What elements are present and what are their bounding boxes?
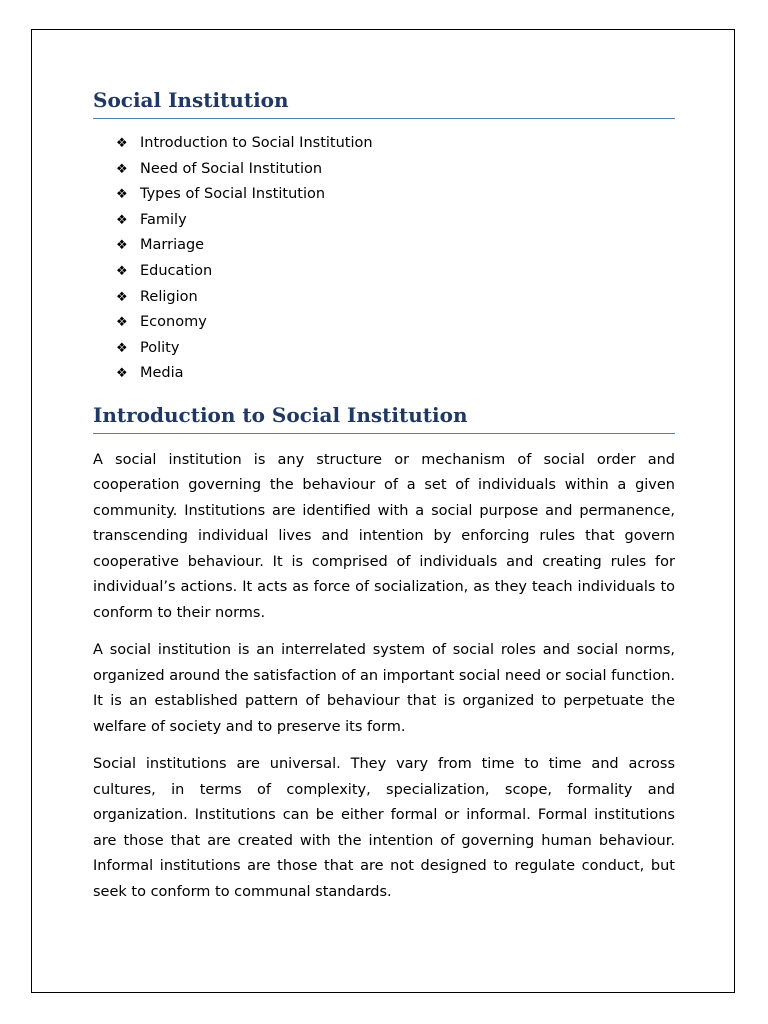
list-item: [116, 208, 675, 234]
list-item: [116, 310, 675, 336]
body-paragraph: A social institution is any structure or mechanism of social order and cooperation governing the behaviour of a set of individuals within a given community. Institutions are identified with a social purpose and permanence, transcending individual lives and intention by enforcing rules that govern cooperative behaviour. It is comprised of individuals and creating rules for individual’s actions. It acts as force of socialization, as they teach individuals to conform to their norms.: [93, 451, 675, 621]
diamond-bullet-icon: ❖: [116, 161, 128, 177]
diamond-bullet-icon: ❖: [116, 212, 128, 228]
list-item-label: Religion: [140, 288, 198, 305]
list-item-label: Family: [140, 211, 187, 228]
list-item-label: Media: [140, 365, 184, 382]
list-item-label: Types of Social Institution: [140, 186, 326, 203]
list-item: [116, 259, 675, 285]
list-item: [116, 285, 675, 311]
diamond-bullet-icon: ❖: [116, 136, 128, 151]
list-item-label: Marriage: [140, 237, 205, 254]
list-item-label: Need of Social Institution: [140, 160, 323, 177]
list-item: [116, 157, 675, 183]
list-item-label: Education: [140, 262, 213, 279]
diamond-bullet-icon: ❖: [116, 187, 128, 203]
body-paragraph: Social institutions are universal. They vary from time to time and across cultures, in terms of complexity, specialization, scope, formality and organization. Institutions can be either formal or informal. Formal institutions are those that are created with the intention of governing human behaviour. Informal institutions are those that are not designed to regulate conduct, but seek to conform to communal standards.: [93, 756, 675, 900]
list-item: [116, 361, 675, 387]
list-item-label: Introduction to Social Institution: [140, 135, 373, 151]
diamond-bullet-icon: ❖: [116, 315, 128, 331]
diamond-bullet-icon: ❖: [116, 366, 128, 382]
list-item: [116, 336, 675, 362]
list-item-label: Economy: [140, 314, 207, 331]
list-item-label: Polity: [140, 339, 180, 356]
list-item: [116, 131, 675, 157]
section-heading-introduction: Introduction to Social Institution: [93, 400, 675, 434]
topic-list: [93, 131, 675, 387]
list-item: [116, 182, 675, 208]
document-page: [31, 29, 735, 993]
list-item: [116, 233, 675, 259]
diamond-bullet-icon: ❖: [116, 340, 128, 356]
diamond-bullet-icon: ❖: [116, 289, 128, 305]
page-content: [93, 30, 675, 905]
diamond-bullet-icon: ❖: [116, 263, 128, 279]
section-heading-social-institution: Social Institution: [93, 85, 675, 119]
body-paragraph: A social institution is an interrelated system of social roles and social norms, organized around the satisfaction of an important social need or social function. It is an established pattern of behaviour that is organized to perpetuate the welfare of society and to preserve its form.: [93, 642, 675, 735]
diamond-bullet-icon: ❖: [116, 238, 128, 254]
